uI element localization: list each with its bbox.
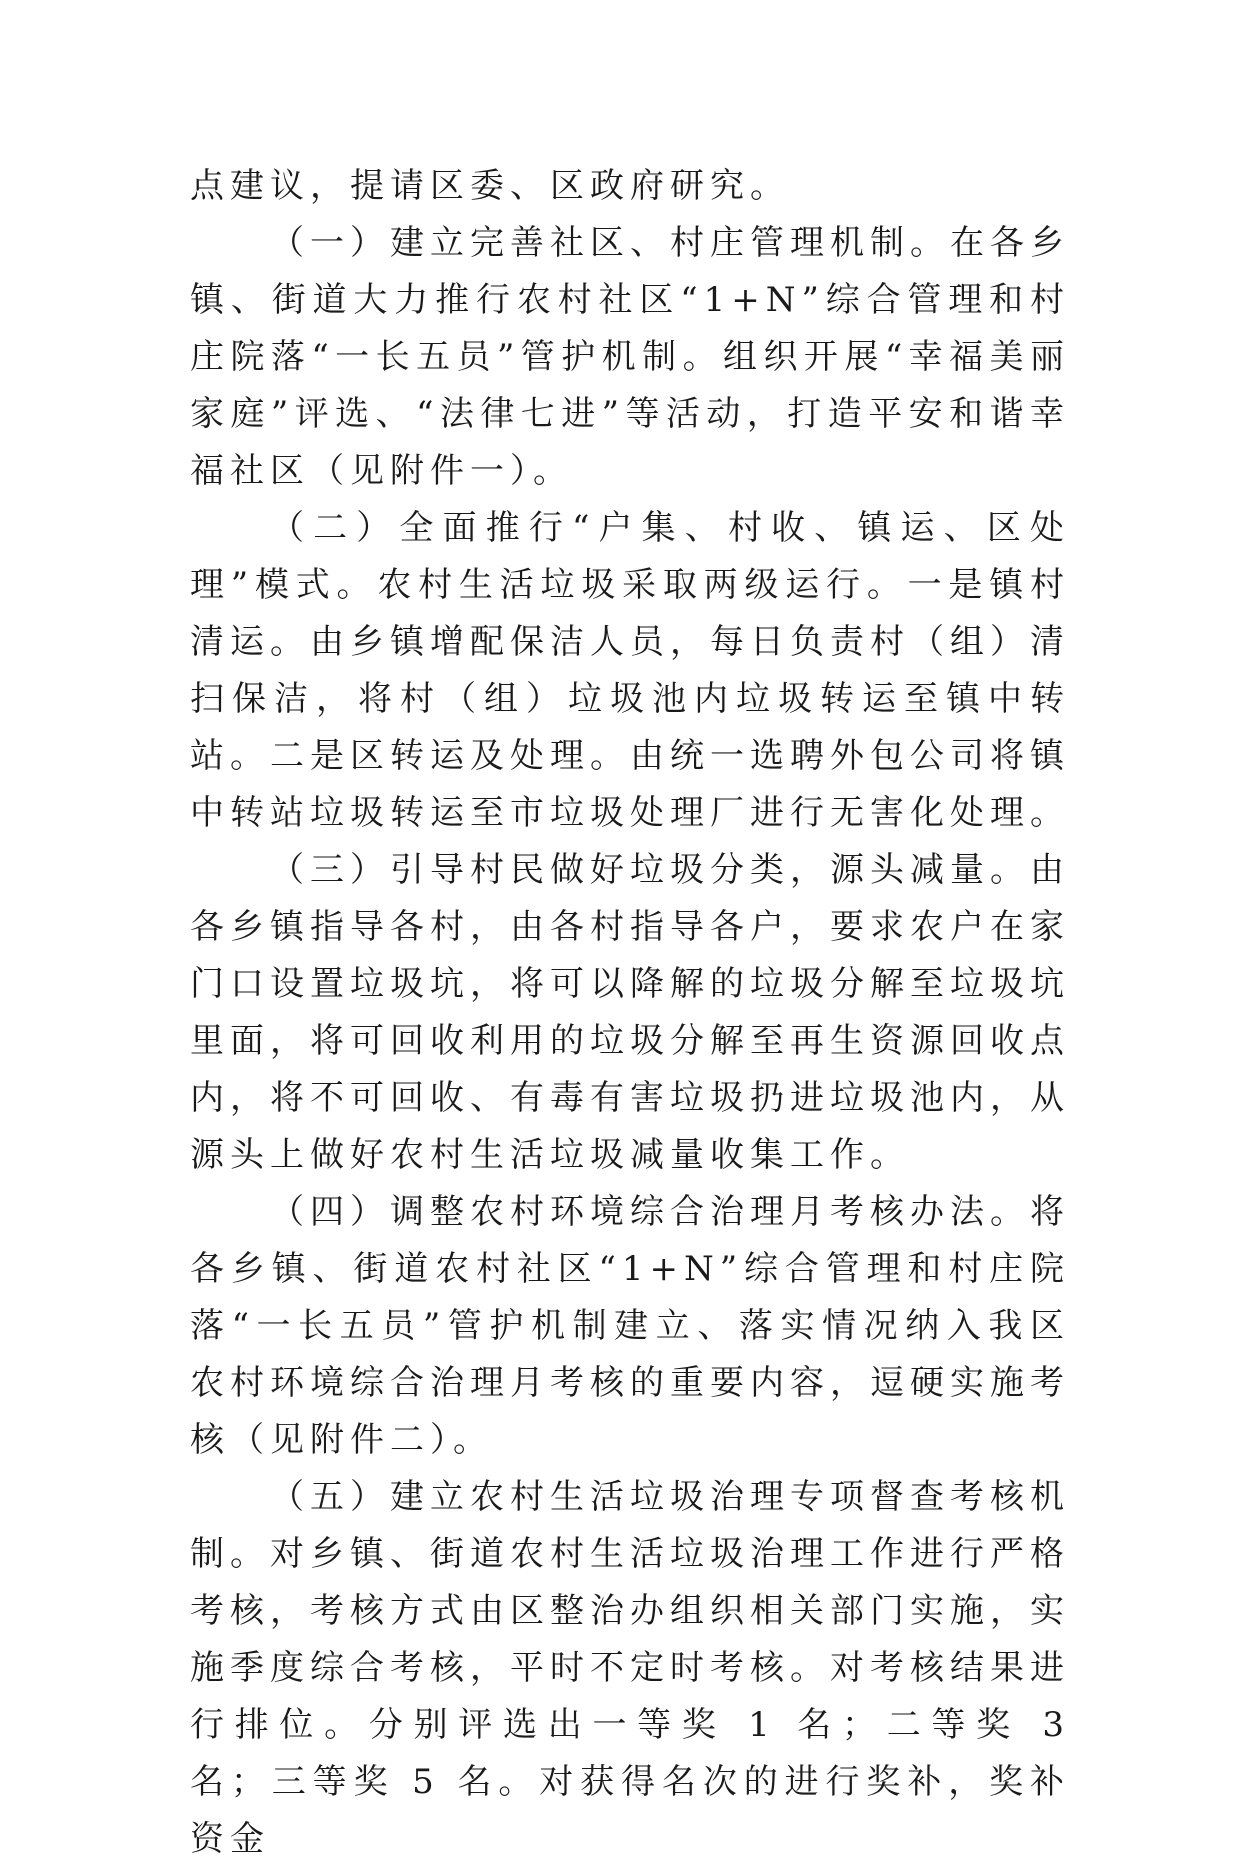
paragraph-section-4: （四）调整农村环境综合治理月考核办法。将各乡镇、街道农村社区“1+N”综合管理和村庄院落“一长五员”管护机制建立、落实情况纳入我区农村环境综合治理月考核的重要内容，逗硬实施考核（见附件二）。 — [190, 1192, 1070, 1460]
paragraph-section-5: （五）建立农村生活垃圾治理专项督查考核机制。对乡镇、街道农村生活垃圾治理工作进行严格考核，考核方式由区整治办组织相关部门实施，实施季度综合考核，平时不定时考核。对考核结果进行排位。分别评选出一等奖 1 名；二等奖 3 名；三等奖 5 名。对获得名次的进行奖补，奖补资金 — [190, 1477, 1070, 1859]
paragraph-section-2: （二）全面推行“户集、村收、镇运、区处理”模式。农村生活垃圾采取两级运行。一是镇村清运。由乡镇增配保洁人员，每日负责村（组）清扫保洁，将村（组）垃圾池内垃圾转运至镇中转站。二是区转运及处理。由统一选聘外包公司将镇中转站垃圾转运至市垃圾处理厂进行无害化处理。 — [190, 508, 1070, 833]
paragraph-section-1: （一）建立完善社区、村庄管理机制。在各乡镇、街道大力推行农村社区“1+N”综合管理和村庄院落“一长五员”管护机制。组织开展“幸福美丽家庭”评选、“法律七进”等活动，打造平安和谐幸福社区（见附件一）。 — [190, 223, 1070, 491]
document-body — [190, 158, 1070, 1868]
paragraph-section-3: （三）引导村民做好垃圾分类，源头减量。由各乡镇指导各村，由各村指导各户，要求农户在家门口设置垃圾坑，将可以降解的垃圾分解至垃圾坑里面，将可回收利用的垃圾分解至再生资源回收点内，将不可回收、有毒有害垃圾扔进垃圾池内，从源头上做好农村生活垃圾减量收集工作。 — [190, 850, 1070, 1175]
paragraph-continuation: 点建议，提请区委、区政府研究。 — [190, 166, 790, 206]
